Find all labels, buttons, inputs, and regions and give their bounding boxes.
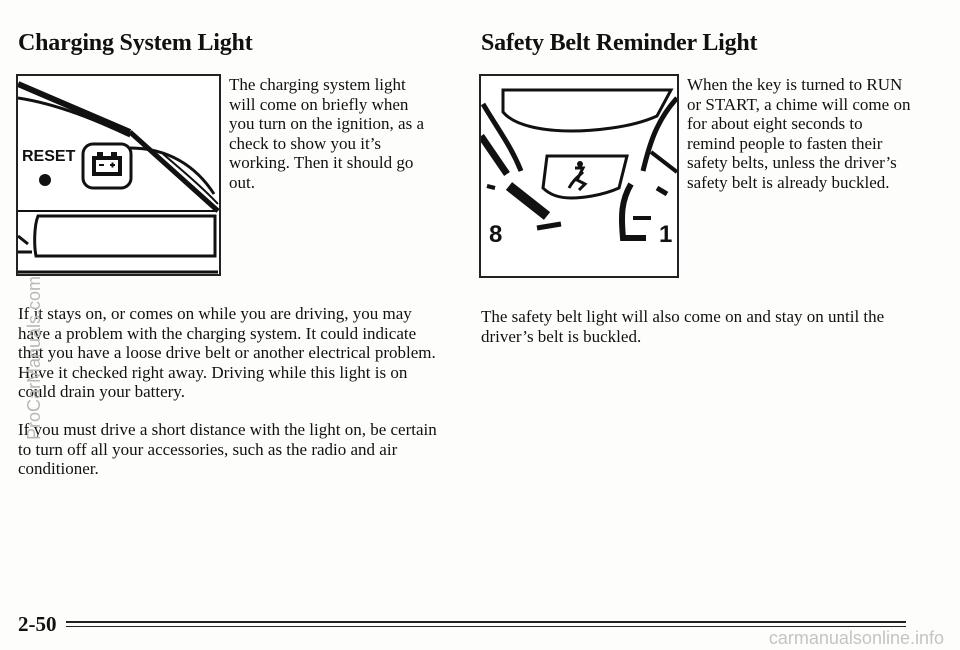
- footer-rule-thin: [66, 626, 906, 627]
- charging-system-heading: Charging System Light: [18, 30, 253, 56]
- safety-belt-figure: [479, 74, 679, 278]
- page-number: 2-50: [18, 612, 57, 636]
- charging-paragraph-2: If you must drive a short distance with the light on, be certain to turn off all your accessories, such as the radio and air conditioner.: [18, 420, 437, 479]
- charging-side-text: The charging system light will come on briefly when you turn on the ignition, as a check to show you it’s working. Then it should go out.: [229, 75, 425, 192]
- charging-system-illustration: [18, 76, 219, 274]
- gauge-label-8: 8: [489, 221, 503, 248]
- charging-paragraph-1: If it stays on, or comes on while you are driving, you may have a problem with the charging system. It could indicate that you have a loose drive belt or another electrical problem. Have it checked right away. Driving while this light is on could drain your battery.: [18, 304, 436, 402]
- gauge-label-10: 1: [659, 221, 673, 248]
- side-watermark: ProCarManuals.com: [24, 275, 44, 440]
- charging-light-figure: [16, 74, 221, 276]
- safety-belt-heading: Safety Belt Reminder Light: [481, 30, 758, 56]
- safety-belt-side-text: When the key is turned to RUN or START, a chime will come on for about eight seconds to remind people to fasten their safety belts, unless the driver’s safety belt is already buckled.: [687, 75, 911, 192]
- safety-belt-paragraph: The safety belt light will also come on and stay on until the driver’s belt is buckled.: [481, 307, 885, 346]
- bottom-watermark: carmanualsonline.info: [768, 628, 944, 648]
- safety-belt-illustration: [481, 76, 677, 276]
- footer-rule: [66, 621, 906, 623]
- reset-label: RESET: [22, 148, 76, 165]
